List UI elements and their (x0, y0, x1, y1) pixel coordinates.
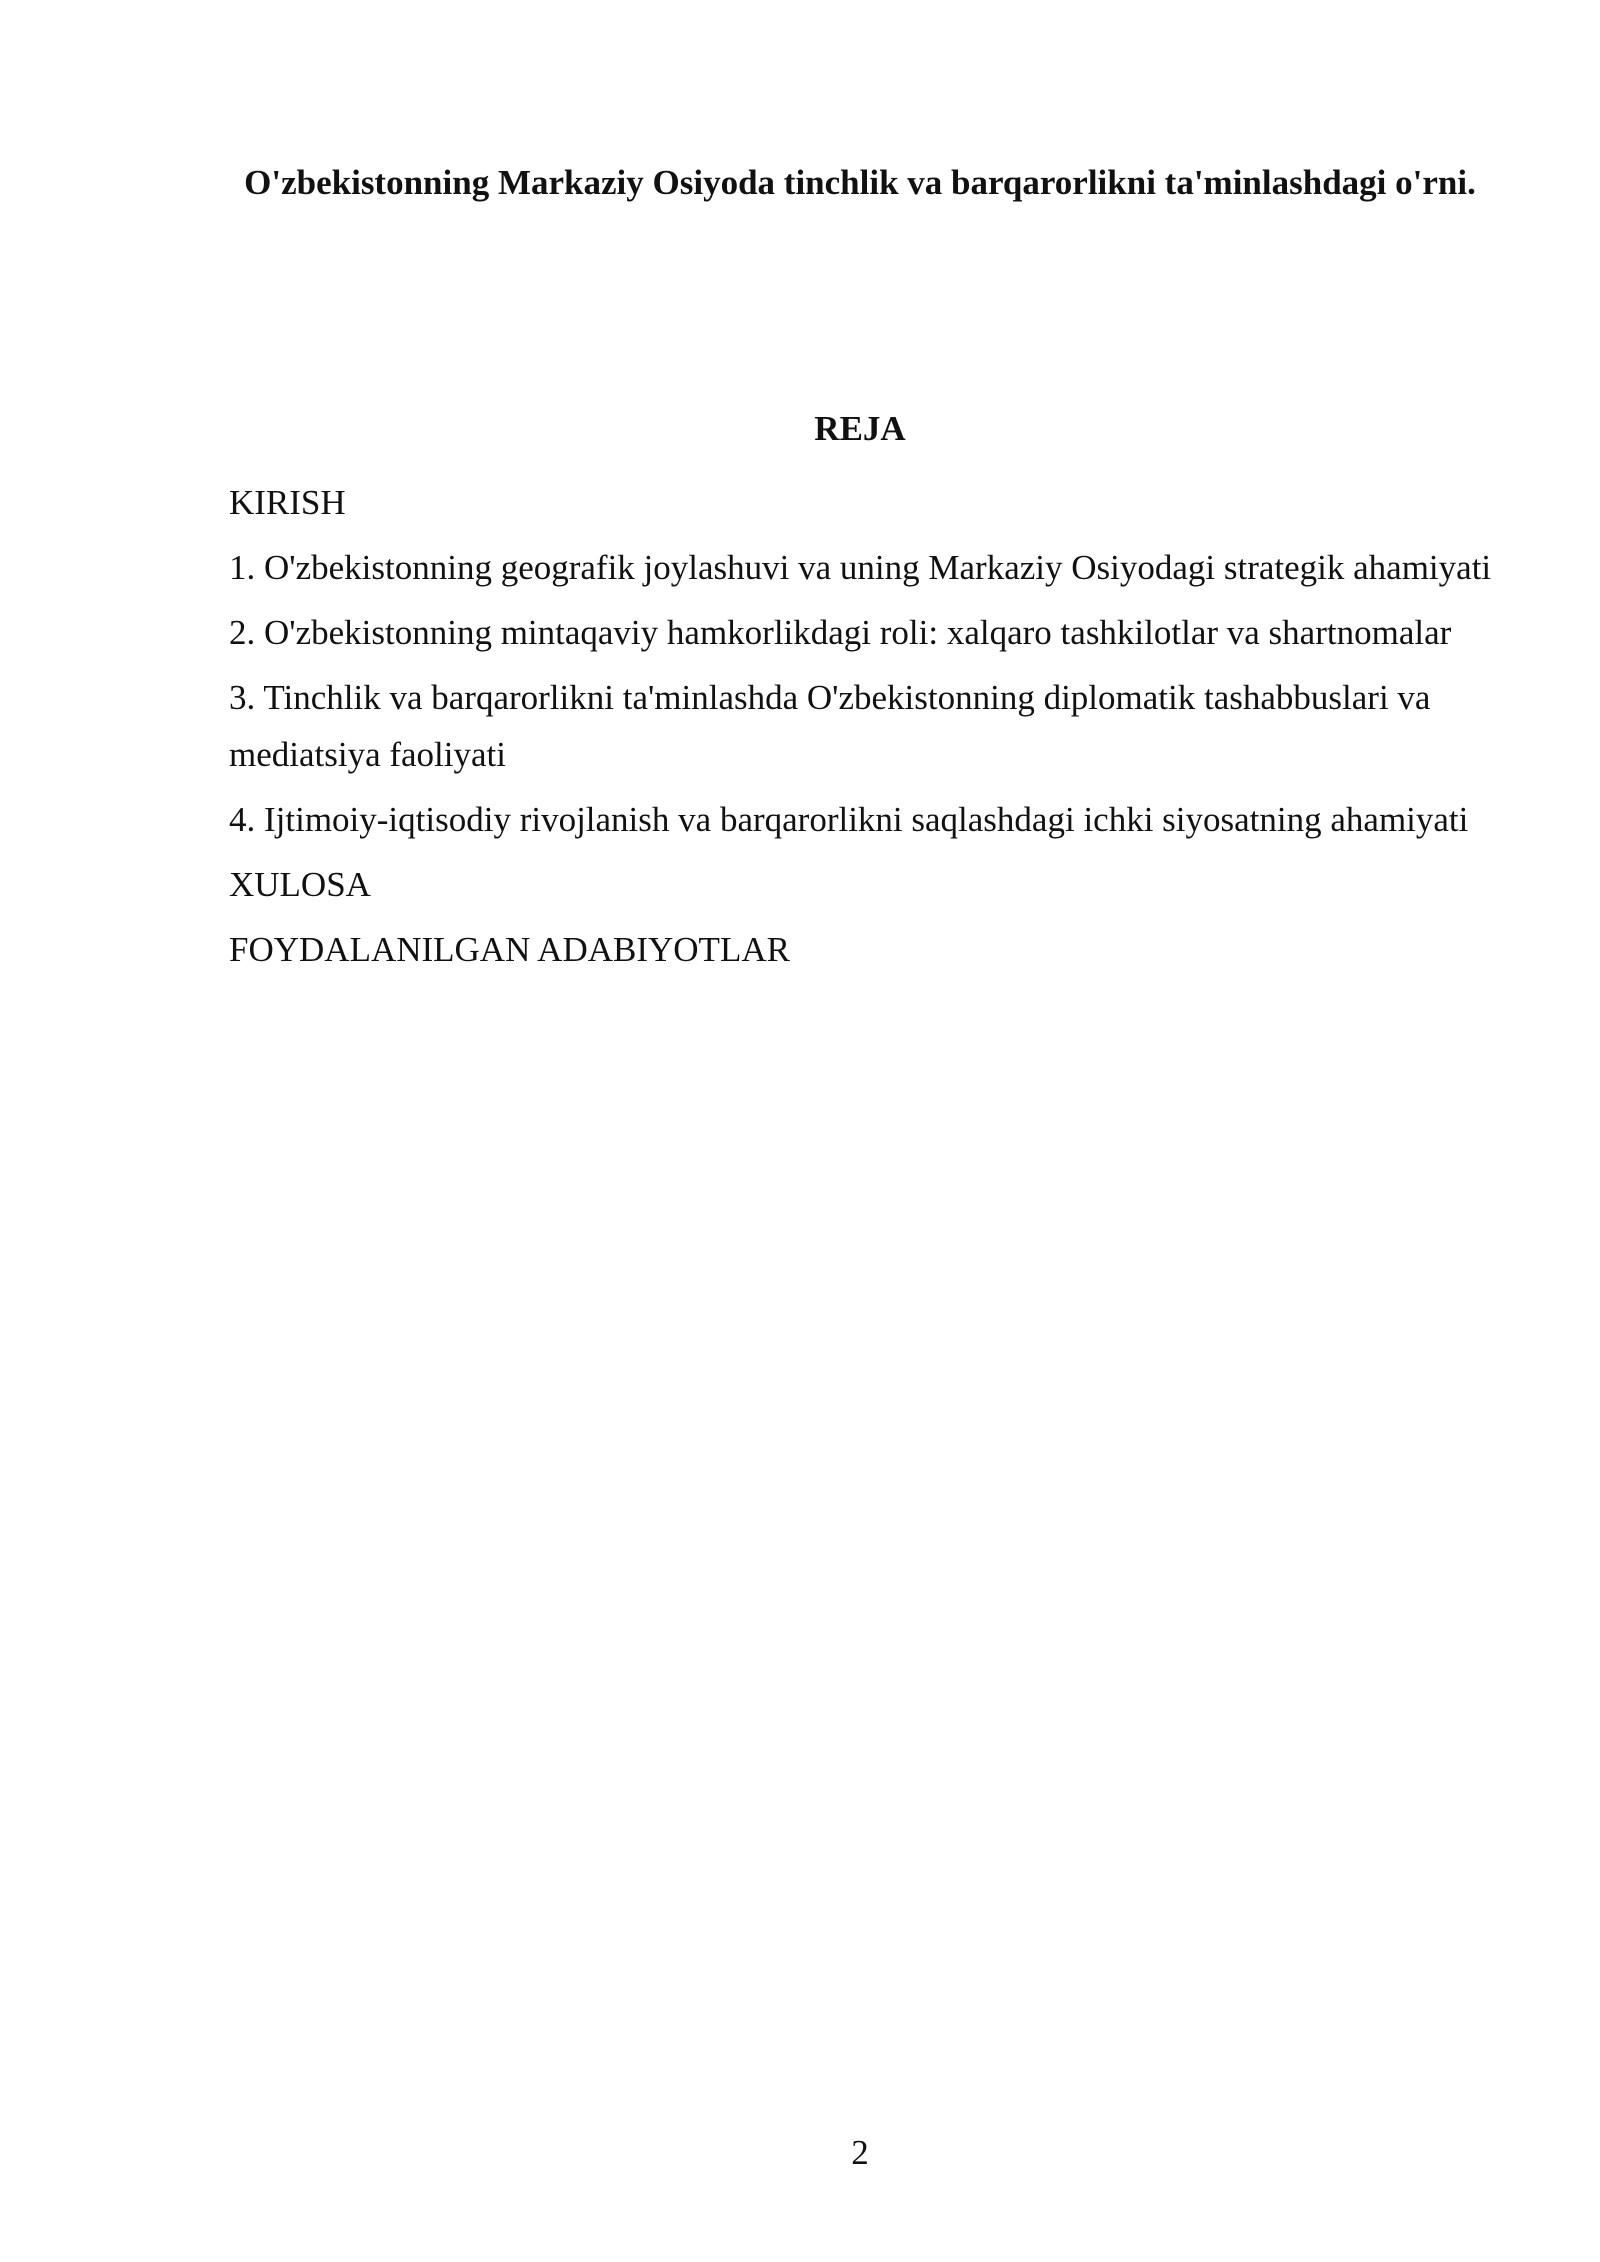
plan-item-conclusion: XULOSA (229, 865, 371, 904)
plan-heading: REJA (814, 409, 906, 448)
plan-item-2: 2. O'zbekistonning mintaqaviy hamkorlikdagi roli: xalqaro tashkilotlar va shartnomalar (229, 613, 1452, 652)
plan-item-3: 3. Tinchlik va barqarorlikni ta'minlashda O'zbekistonning diplomatik tashabbuslari va mediatsiya faoliyati (229, 678, 1431, 774)
plan-item-4: 4. Ijtimoiy-iqtisodiy rivojlanish va barqarorlikni saqlashdagi ichki siyosatning ahamiyati (229, 800, 1469, 839)
document-title: O'zbekistonning Markaziy Osiyoda tinchlik va barqarorlikni ta'minlashdagi o'rni. (244, 163, 1476, 202)
plan-item-1: 1. O'zbekistonning geografik joylashuvi va uning Markaziy Osiyodagi strategik ahamiyati (229, 548, 1492, 587)
page-number: 2 (851, 2133, 869, 2172)
plan-list (229, 474, 1499, 986)
plan-item-introduction: KIRISH (229, 483, 346, 522)
plan-item-references: FOYDALANILGAN ADABIYOTLAR (229, 930, 790, 969)
